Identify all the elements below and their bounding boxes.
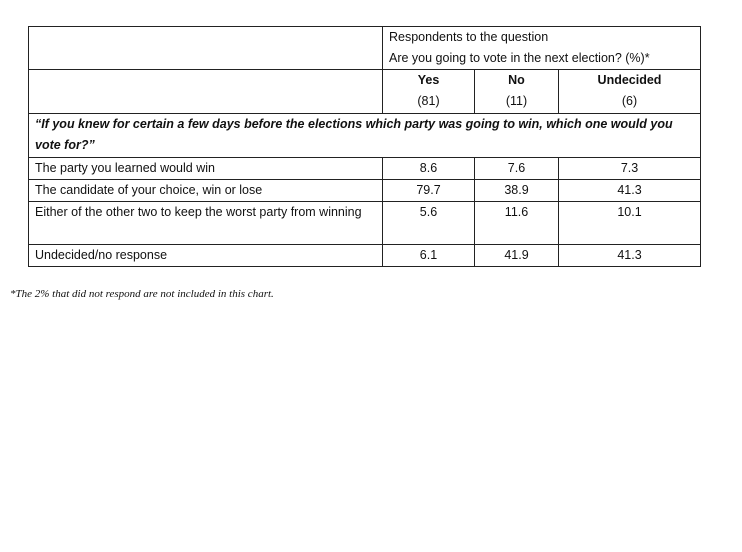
header-row-question bbox=[29, 27, 701, 70]
header-line-2: Are you going to vote in the next election? (%)* bbox=[389, 51, 650, 65]
value-yes: 6.1 bbox=[383, 245, 475, 267]
answer-no-count: (11) bbox=[505, 94, 528, 108]
value-yes: 8.6 bbox=[383, 158, 475, 180]
answer-undecided-count: (6) bbox=[621, 94, 638, 108]
value-yes: 5.6 bbox=[383, 202, 475, 245]
answer-no-label: No bbox=[508, 73, 525, 87]
answer-yes-cell bbox=[383, 70, 475, 114]
header-question-cell bbox=[383, 27, 701, 70]
survey-question-text: “If you knew for certain a few days before the elections which party was going to win, which one would you vote for?” bbox=[29, 114, 701, 158]
answer-yes-label: Yes bbox=[417, 73, 440, 87]
header-line-1: Respondents to the question bbox=[389, 30, 549, 44]
value-no: 38.9 bbox=[475, 180, 559, 202]
header-blank-cell-2 bbox=[29, 70, 383, 114]
value-undecided: 7.3 bbox=[559, 158, 701, 180]
answer-undecided-cell bbox=[559, 70, 701, 114]
table-row bbox=[29, 180, 701, 202]
table-row bbox=[29, 202, 701, 245]
value-undecided: 41.3 bbox=[559, 180, 701, 202]
row-label: The party you learned would win bbox=[29, 158, 383, 180]
value-no: 11.6 bbox=[475, 202, 559, 245]
answer-undecided-label: Undecided bbox=[597, 73, 662, 87]
answer-no-cell bbox=[475, 70, 559, 114]
value-undecided: 41.3 bbox=[559, 245, 701, 267]
header-blank-cell bbox=[29, 27, 383, 70]
survey-question-row bbox=[29, 114, 701, 158]
footnote: *The 2% that did not respond are not included in this chart. bbox=[10, 288, 274, 300]
answer-yes-count: (81) bbox=[417, 94, 440, 108]
header-row-answers bbox=[29, 70, 701, 114]
table-row bbox=[29, 158, 701, 180]
row-label: Either of the other two to keep the worst party from winning bbox=[29, 202, 383, 245]
value-no: 41.9 bbox=[475, 245, 559, 267]
value-yes: 79.7 bbox=[383, 180, 475, 202]
table-row bbox=[29, 245, 701, 267]
row-label: The candidate of your choice, win or lose bbox=[29, 180, 383, 202]
value-undecided: 10.1 bbox=[559, 202, 701, 245]
row-label: Undecided/no response bbox=[29, 245, 383, 267]
value-no: 7.6 bbox=[475, 158, 559, 180]
survey-results-table bbox=[28, 26, 701, 267]
